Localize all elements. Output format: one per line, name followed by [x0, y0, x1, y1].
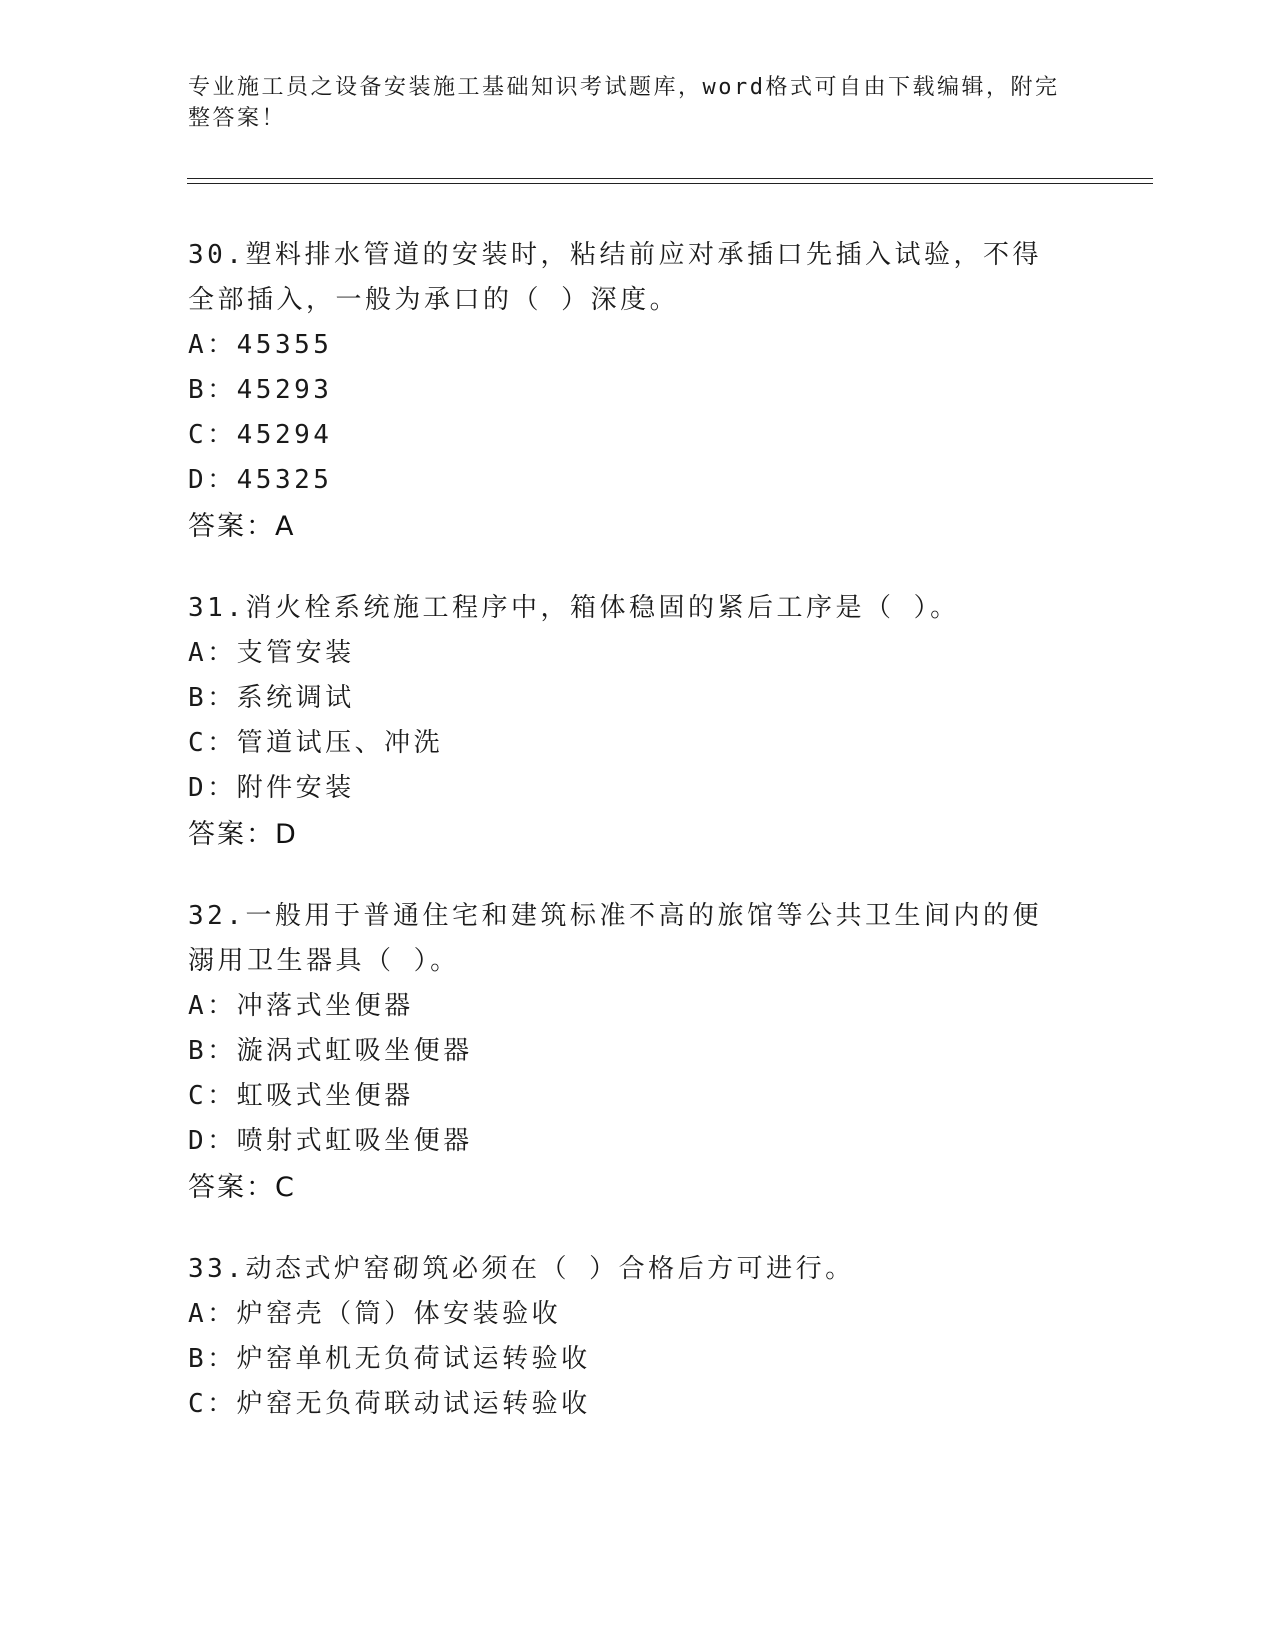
question-33	[188, 1247, 1088, 1427]
option-a: A：冲落式坐便器	[188, 991, 414, 1021]
question-list	[188, 233, 1088, 1463]
option-b: B：漩涡式虹吸坐便器	[188, 1036, 473, 1066]
option-a: A：45355	[188, 330, 333, 360]
option-b: B：炉窑单机无负荷试运转验收	[188, 1344, 591, 1374]
header-divider-bottom	[187, 183, 1153, 184]
option-c: C：45294	[188, 420, 333, 450]
option-a: A：支管安装	[188, 638, 355, 668]
question-32	[188, 894, 1088, 1211]
option-b: B：系统调试	[188, 683, 355, 713]
answer-line: 答案：C	[188, 1172, 296, 1203]
option-c: C：虹吸式坐便器	[188, 1081, 414, 1111]
question-31	[188, 586, 1088, 858]
option-c: C：炉窑无负荷联动试运转验收	[188, 1389, 591, 1419]
option-b: B：45293	[188, 375, 333, 405]
header-divider-top	[187, 178, 1153, 179]
option-a: A：炉窑壳（筒）体安装验收	[188, 1299, 562, 1329]
question-stem: 33.动态式炉窑砌筑必须在（ ）合格后方可进行。	[188, 1254, 855, 1284]
question-stem: 30.塑料排水管道的安装时，粘结前应对承插口先插入试验，不得全部插入，一般为承口的（ ）深度。	[188, 240, 1042, 315]
option-d: D：喷射式虹吸坐便器	[188, 1126, 473, 1156]
document-intro: 专业施工员之设备安装施工基础知识考试题库，word格式可自由下载编辑，附完整答案！	[188, 75, 1060, 131]
option-d: D：附件安装	[188, 773, 355, 803]
answer-line: 答案：D	[188, 819, 298, 850]
answer-line: 答案：A	[188, 511, 296, 542]
option-d: D：45325	[188, 465, 333, 495]
question-30	[188, 233, 1088, 550]
question-stem: 31.消火栓系统施工程序中，箱体稳固的紧后工序是（ ）。	[188, 593, 960, 623]
question-stem: 32.一般用于普通住宅和建筑标准不高的旅馆等公共卫生间内的便溺用卫生器具（ ）。	[188, 901, 1042, 976]
option-c: C：管道试压、冲洗	[188, 728, 444, 758]
